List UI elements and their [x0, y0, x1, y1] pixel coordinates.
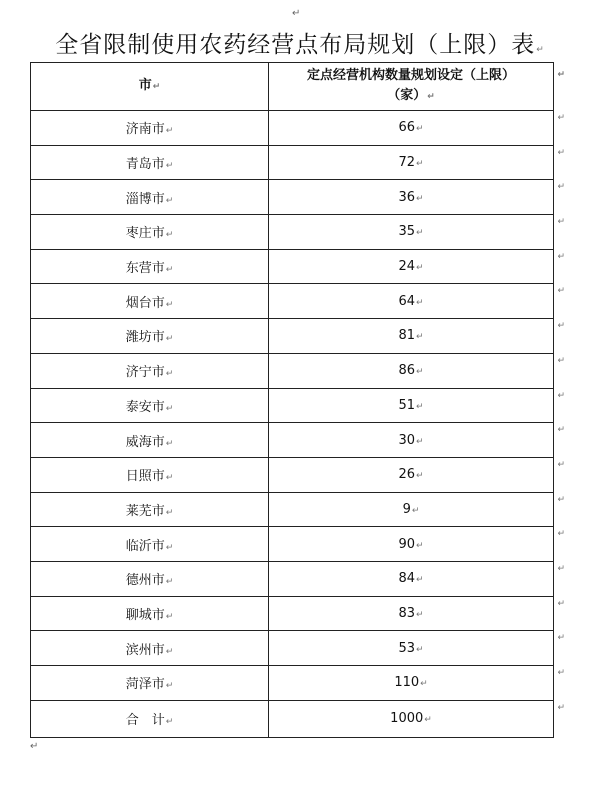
count-value: 84 [398, 571, 415, 587]
city-name: 青岛市 [125, 157, 165, 173]
count-cell [269, 111, 565, 146]
row-end-mark: ↵ [557, 70, 565, 80]
count-cell [269, 666, 565, 701]
paragraph-mark: ↵ [416, 367, 424, 378]
count-value: 64 [398, 293, 415, 309]
count-cell [269, 353, 565, 388]
table-row [31, 561, 554, 596]
count-value: 26 [398, 467, 415, 483]
paragraph-mark: ↵ [411, 505, 420, 516]
table-row [31, 492, 554, 527]
row-end-mark: ↵ [557, 147, 565, 158]
city-cell [31, 353, 269, 388]
paragraph-mark: ↵ [165, 265, 174, 276]
table-row [31, 319, 554, 354]
city-name: 日照市 [125, 469, 165, 485]
city-cell [31, 596, 269, 631]
city-name: 临沂市 [125, 538, 165, 554]
table-row [31, 249, 554, 284]
row-end-mark: ↵ [557, 459, 565, 470]
city-cell [31, 180, 269, 215]
table-row [31, 666, 554, 701]
count-cell [269, 631, 565, 666]
city-name: 烟台市 [125, 295, 165, 311]
count-value: 9 [402, 501, 411, 517]
row-end-mark: ↵ [557, 494, 565, 505]
count-value: 51 [398, 397, 415, 413]
table-header-row [31, 63, 554, 111]
row-end-mark: ↵ [557, 355, 565, 366]
row-end-mark: ↵ [557, 529, 565, 540]
city-name: 泰安市 [125, 399, 165, 415]
count-value: 86 [398, 363, 415, 379]
count-cell [269, 284, 565, 319]
city-cell [31, 215, 269, 250]
paragraph-mark: ↵ [165, 611, 174, 622]
paragraph-mark: ↵ [416, 575, 424, 586]
paragraph-mark: ↵ [416, 193, 424, 204]
row-end-mark: ↵ [557, 286, 565, 297]
city-name: 滨州市 [125, 642, 165, 658]
paragraph-mark: ↵ [416, 332, 424, 343]
city-name: 淄博市 [125, 191, 165, 207]
count-value: 66 [398, 120, 415, 136]
paragraph-mark: ↵ [165, 230, 174, 241]
row-end-mark: ↵ [557, 113, 565, 123]
count-value: 30 [398, 432, 415, 448]
count-value: 1000 [390, 711, 424, 727]
count-cell [269, 700, 565, 737]
city-cell [31, 700, 269, 737]
count-cell [269, 215, 565, 250]
city-cell [31, 388, 269, 423]
table-row [31, 631, 554, 666]
row-end-mark: ↵ [557, 251, 565, 262]
count-cell [269, 180, 565, 215]
paragraph-mark: ↵ [416, 644, 424, 655]
paragraph-mark: ↵ [416, 228, 424, 239]
paragraph-mark: ↵ [165, 334, 174, 345]
row-end-mark: ↵ [557, 321, 565, 332]
header-count-unit: （家） [387, 88, 427, 103]
city-name: 枣庄市 [125, 226, 165, 242]
paragraph-mark: ↵ [165, 507, 174, 518]
paragraph-mark: ↵ [424, 715, 432, 726]
paragraph-mark: ↵ [416, 124, 424, 135]
planning-table [30, 62, 565, 738]
city-name: 威海市 [125, 434, 165, 450]
page-title-text: 全省限制使用农药经营点布局规划（上限）表 [55, 32, 536, 58]
paragraph-mark: ↵ [165, 195, 174, 206]
row-end-mark: ↵ [557, 563, 565, 574]
header-city-label: 市 [138, 78, 152, 93]
city-cell [31, 561, 269, 596]
total-row [31, 700, 554, 737]
count-cell [269, 249, 565, 284]
city-cell [31, 666, 269, 701]
city-name: 东营市 [125, 261, 165, 277]
count-cell [269, 319, 565, 354]
count-cell [269, 561, 565, 596]
count-cell [269, 388, 565, 423]
city-name: 济南市 [125, 122, 165, 138]
table-row [31, 111, 554, 146]
paragraph-mark: ↵ [416, 540, 424, 551]
count-cell [269, 527, 565, 562]
row-end-mark: ↵ [557, 668, 565, 678]
paragraph-mark: ↵ [165, 681, 174, 692]
paragraph-mark: ↵ [416, 471, 424, 482]
header-count [269, 63, 565, 111]
count-value: 110 [394, 675, 420, 691]
row-end-mark: ↵ [557, 702, 565, 713]
city-name: 莱芜市 [125, 503, 165, 519]
paragraph-mark: ↵ [416, 263, 424, 274]
paragraph-mark: ↵ [165, 473, 174, 484]
city-cell [31, 457, 269, 492]
paragraph-mark: ↵ [165, 438, 174, 449]
paragraph-mark: ↵ [427, 92, 435, 102]
paragraph-mark: ↵ [165, 717, 174, 728]
row-end-mark: ↵ [557, 390, 565, 401]
table-row [31, 215, 554, 250]
bottom-paragraph-mark: ↵ [30, 741, 39, 752]
header-count-line1: 定点经营机构数量规划设定（上限） [306, 68, 515, 83]
count-value: 35 [398, 224, 415, 240]
city-name: 合 计 [125, 713, 165, 729]
count-value: 90 [398, 536, 415, 552]
paragraph-mark: ↵ [165, 577, 174, 588]
city-name: 潍坊市 [125, 330, 165, 346]
city-name: 济宁市 [125, 365, 165, 381]
title-paragraph-mark: ↵ [536, 45, 545, 55]
city-name: 菏泽市 [125, 677, 165, 693]
city-name: 聊城市 [125, 607, 165, 623]
table-row [31, 596, 554, 631]
count-value: 24 [398, 259, 415, 275]
table-row [31, 145, 554, 180]
count-cell [269, 596, 565, 631]
city-cell [31, 319, 269, 354]
paragraph-mark: ↵ [416, 609, 424, 620]
paragraph-mark: ↵ [165, 126, 174, 137]
count-value: 36 [398, 189, 415, 205]
row-end-mark: ↵ [557, 217, 565, 228]
table-row [31, 457, 554, 492]
table-row [31, 527, 554, 562]
city-cell [31, 423, 269, 458]
count-value: 81 [398, 328, 415, 344]
paragraph-mark: ↵ [152, 82, 161, 92]
city-cell [31, 111, 269, 146]
row-end-mark: ↵ [557, 182, 565, 193]
table-row [31, 180, 554, 215]
count-value: 72 [398, 155, 415, 171]
paragraph-mark: ↵ [416, 401, 424, 412]
paragraph-mark: ↵ [420, 679, 428, 690]
city-cell [31, 249, 269, 284]
table-row [31, 388, 554, 423]
paragraph-mark: ↵ [416, 297, 424, 308]
paragraph-mark: ↵ [165, 369, 174, 380]
city-cell [31, 284, 269, 319]
table-row [31, 284, 554, 319]
count-cell [269, 145, 565, 180]
city-cell [31, 527, 269, 562]
page-title [0, 30, 600, 65]
city-cell [31, 492, 269, 527]
city-cell [31, 631, 269, 666]
paragraph-mark: ↵ [165, 299, 174, 310]
paragraph-mark: ↵ [165, 542, 174, 553]
row-end-mark: ↵ [557, 598, 565, 609]
paragraph-mark: ↵ [416, 159, 424, 170]
row-end-mark: ↵ [557, 425, 565, 436]
count-value: 53 [398, 640, 415, 656]
header-count-line2 [269, 86, 553, 107]
table-row [31, 353, 554, 388]
city-cell [31, 145, 269, 180]
row-end-mark: ↵ [557, 633, 565, 644]
top-paragraph-mark: ↵ [292, 8, 301, 19]
header-city [31, 63, 269, 111]
count-cell [269, 457, 565, 492]
count-value: 83 [398, 605, 415, 621]
table-row [31, 423, 554, 458]
paragraph-mark: ↵ [165, 646, 174, 657]
paragraph-mark: ↵ [416, 436, 424, 447]
city-name: 德州市 [125, 573, 165, 589]
paragraph-mark: ↵ [165, 403, 174, 414]
count-cell [269, 492, 565, 527]
count-cell [269, 423, 565, 458]
paragraph-mark: ↵ [165, 161, 174, 172]
